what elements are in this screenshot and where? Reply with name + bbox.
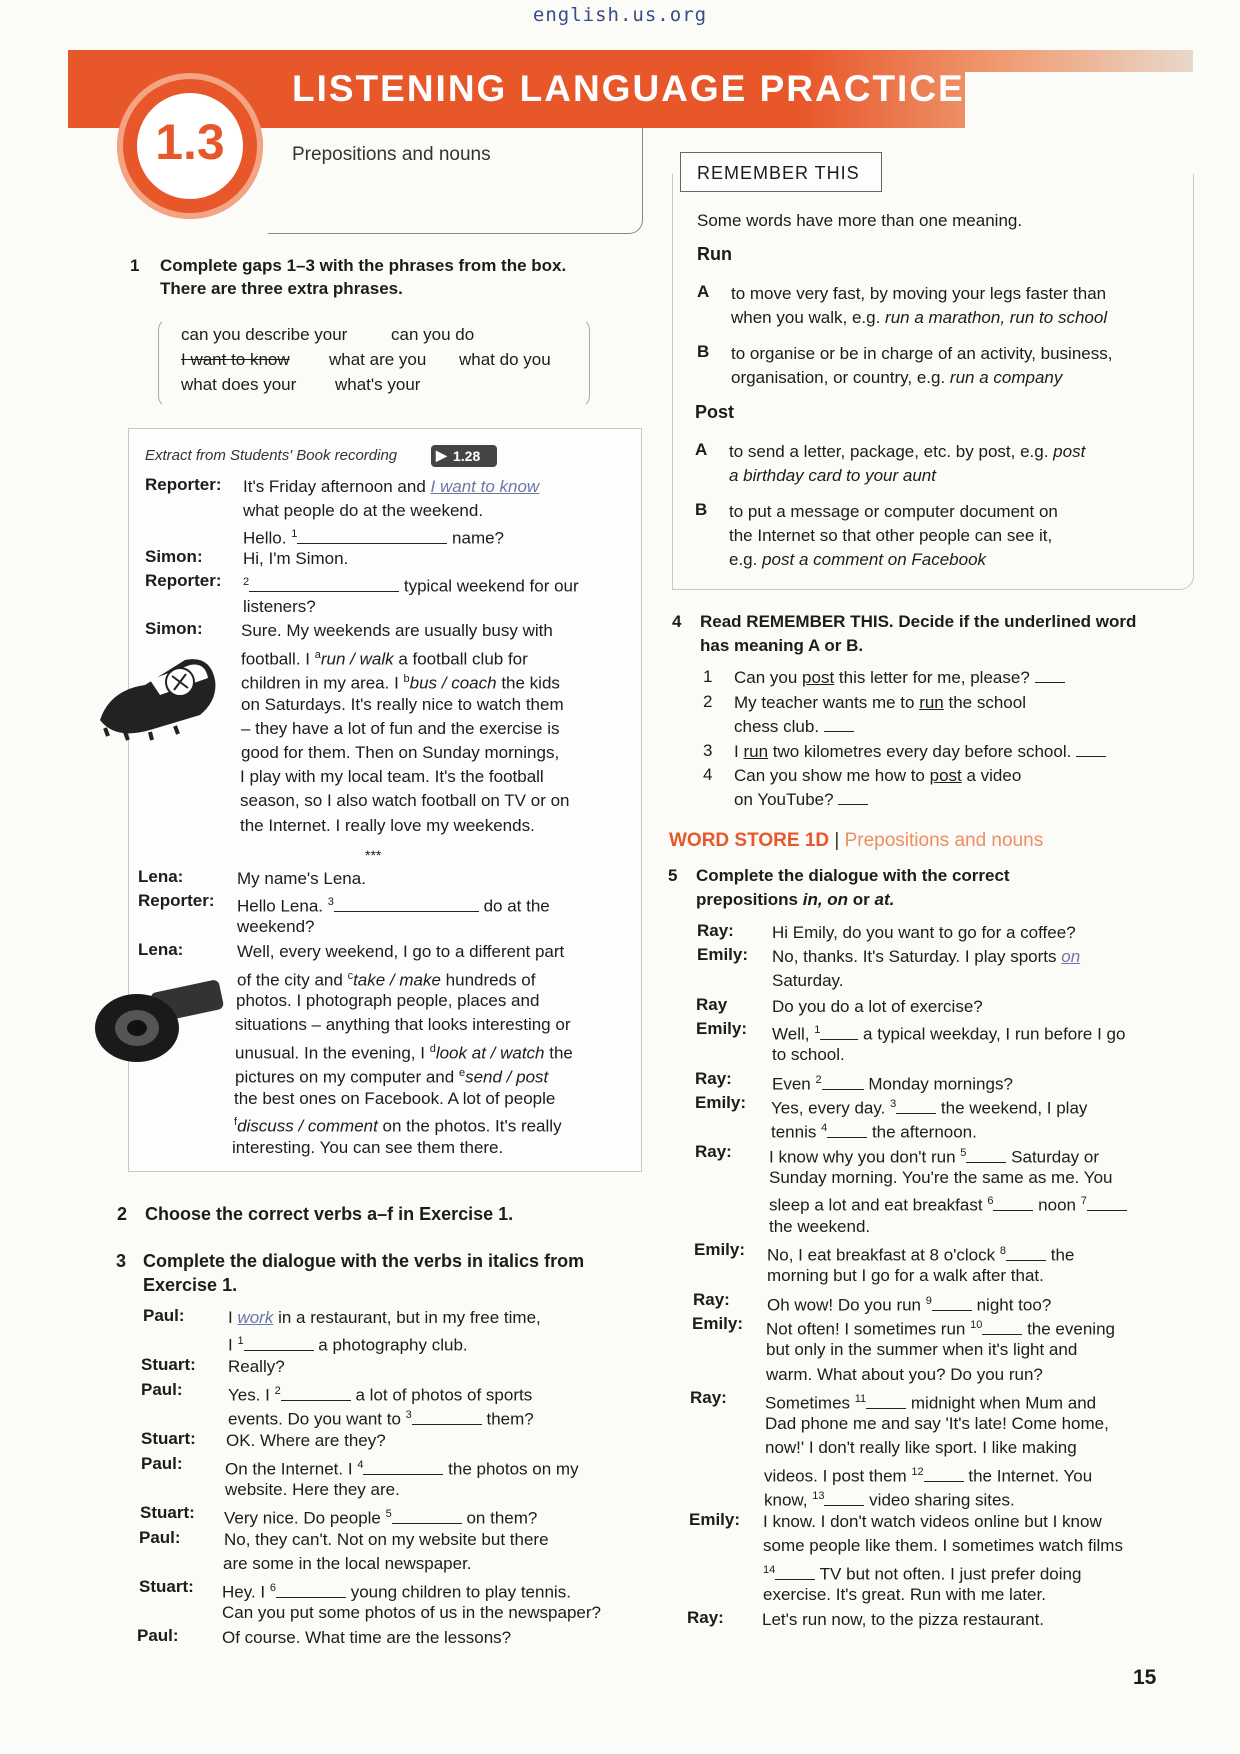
dialogue-line: Can you put some photos of us in the newspaper? [222,1603,601,1622]
dialogue-line: warm. What about you? Do you run? [766,1365,1043,1384]
dialogue-line: tennis $^4$ the afternoon. [771,1122,977,1142]
ex4-number: 4 [672,612,682,631]
dialogue-line: No, thanks. It's Saturday. I play sports on [772,947,1081,966]
ex3-instruction-2: Exercise 1. [143,1275,238,1295]
meaning-letter: A [695,440,708,459]
page-title: LISTENING LANGUAGE PRACTICE [292,68,965,109]
phrase-4: what are you [329,350,427,369]
extract-line: the best ones on Facebook. A lot of people [234,1089,556,1108]
dialogue-line: videos. I post them $^{12}$ the Internet. You [764,1466,1093,1486]
dialogue-line: Sunday morning. You're the same as me. You [769,1168,1113,1187]
dialogue-line: I know why you don't run $^5$ Saturday or [769,1147,1100,1167]
ex5-instruction-2: prepositions in, on or at. [696,890,895,909]
dialogue-line: website. Here they are. [225,1480,400,1499]
speaker-ray: Ray: [695,1142,732,1161]
meaning-line: e.g. post a comment on Facebook [729,550,987,569]
camera-icon [82,968,232,1068]
speaker-stuart: Stuart: [139,1577,194,1596]
word-post: Post [695,402,735,422]
speaker-ray: Ray: [693,1290,730,1309]
extract-line: of the city and $^c$take / make hundreds of [237,970,536,990]
extract-line: photos. I photograph people, places and [236,991,540,1010]
meaning-line: when you walk, e.g. run a marathon, run to school [731,308,1108,327]
speaker-ray: Ray: [687,1608,724,1627]
question-line: Can you post this letter for me, please? [734,667,1065,688]
ex5-number: 5 [668,866,678,885]
ex4-instruction-2: has meaning A or B. [700,636,864,655]
phrase-6: what does your [181,375,297,394]
extract-line: season, so I also watch football on TV or on [240,791,570,810]
audio-track: 1.28 [453,448,481,464]
speaker-reporter: Reporter: [145,571,222,590]
dialogue-line: Hi Emily, do you want to go for a coffee? [772,923,1076,942]
dialogue-line: On the Internet. I $^4$ the photos on my [225,1459,579,1479]
audio-badge[interactable] [431,445,497,467]
ex5-instruction: Complete the dialogue with the correct [696,866,1010,885]
dialogue-line: I work in a restaurant, but in my free time, [228,1308,541,1327]
question-number: 2 [703,692,713,711]
extract-line: on Saturdays. It's really nice to watch them [241,695,564,714]
site-url[interactable]: english.us.org [532,4,708,26]
extract-line: unusual. In the evening, I $^d$look at / watch the [235,1043,573,1063]
word-store-heading: WORD STORE 1D | Prepositions and nouns [669,830,1044,851]
speaker-ray: Ray: [697,921,734,940]
question-number: 4 [703,765,713,784]
phrase-7: what's your [335,375,421,394]
phrase-2: can you do [391,325,475,344]
dialogue-line: Not often! I sometimes run $^{10}$ the evening [766,1319,1115,1339]
question-line: My teacher wants me to run the school [734,693,1026,712]
speaker-emily: Emily: [696,1019,748,1038]
extract-line: I play with my local team. It's the football [240,767,544,786]
speaker-emily: Emily: [694,1240,746,1259]
speaker-emily: Emily: [697,945,749,964]
dialogue-line: Oh wow! Do you run $^9$ night too? [767,1295,1052,1315]
meaning-line: to move very fast, by moving your legs faster than [731,284,1107,303]
ex1-instruction-2: There are three extra phrases. [160,279,403,298]
extract-line: Sure. My weekends are usually busy with [241,621,553,640]
unit-badge [117,73,263,219]
speaker-ray: Ray: [695,1069,732,1088]
speaker-reporter: Reporter: [138,891,215,910]
unit-number: 1.3 [155,114,225,170]
speaker-emily: Emily: [695,1093,747,1112]
ex3-instruction: Complete the dialogue with the verbs in italics from [143,1251,585,1271]
dialogue-line: Saturday. [772,971,844,990]
speaker-ray: Ray: [690,1388,727,1407]
dialogue-line: Well, $^1$ a typical weekday, I run before I go [772,1024,1126,1044]
extract-line: situations – anything that looks interesting or [235,1015,571,1034]
dialogue-line: Sometimes $^{11}$ midnight when Mum and [765,1393,1097,1413]
ex2-number: 2 [117,1204,128,1224]
dialogue-line: some people like them. I sometimes watch films [763,1536,1123,1555]
extract-line: listeners? [243,597,316,616]
extract-line: weekend? [237,917,315,936]
speaker-stuart: Stuart: [140,1503,195,1522]
extract-line: My name's Lena. [237,869,366,888]
extract-line: Hello Lena. $^3$ do at the [237,896,550,916]
speaker-paul: Paul: [137,1626,179,1645]
meaning-line: to put a message or computer document on [729,502,1058,521]
meaning-letter: B [695,500,708,519]
dialogue-line: know, $^{13}$ video sharing sites. [764,1490,1015,1510]
dialogue-line: Let's run now, to the pizza restaurant. [762,1610,1045,1629]
dialogue-line: $^{14}$ TV but not often. I just prefer doing [763,1564,1082,1584]
meaning-line: a birthday card to your aunt [729,466,936,485]
ex1-number: 1 [130,256,140,275]
meaning-line: organisation, or country, e.g. run a company [731,368,1063,387]
dialogue-line: events. Do you want to $^3$ them? [228,1409,534,1429]
extract-line: good for them. Then on Sunday mornings, [241,743,560,762]
extract-line: Hi, I'm Simon. [243,549,349,568]
extract-line: Hello. $^1$ name? [243,528,505,548]
separator-stars: *** [365,847,382,863]
ex4-instruction: Read REMEMBER THIS. Decide if the underlined word [700,612,1137,631]
dialogue-line: Dad phone me and say 'It's late! Come home, [765,1414,1109,1433]
dialogue-line: Yes. I $^2$ a lot of photos of sports [228,1385,533,1405]
speaker-paul: Paul: [143,1306,185,1325]
dialogue-line: No, they can't. Not on my website but there [224,1530,549,1549]
extract-line: pictures on my computer and $^e$send / post [235,1067,549,1087]
speaker-paul: Paul: [139,1528,181,1547]
dialogue-line: Very nice. Do people $^5$ on them? [224,1508,538,1528]
speaker-lena: Lena: [138,940,184,959]
question-number: 1 [703,667,713,686]
meaning-line: the Internet so that other people can see it, [729,526,1053,545]
extract-line: children in my area. I $^b$bus / coach the kids [241,673,560,693]
speaker-lena: Lena: [138,867,184,886]
extract-line: Well, every weekend, I go to a different part [237,942,565,961]
speaker-emily: Emily: [692,1314,744,1333]
phrase-1: can you describe your [181,325,348,344]
speaker-stuart: Stuart: [141,1429,196,1448]
meaning-line: to send a letter, package, etc. by post, e.g. post [729,442,1086,461]
speaker-paul: Paul: [141,1380,183,1399]
title-banner-notch [965,72,1193,128]
dialogue-line: OK. Where are they? [226,1431,386,1450]
dialogue-line: exercise. It's great. Run with me later. [763,1585,1046,1604]
speaker-icon: ▶ [436,447,447,463]
extract-line: interesting. You can see them there. [232,1138,504,1157]
extract-caption: Extract from Students' Book recording [145,447,398,464]
word-run: Run [697,244,732,264]
football-boot-icon [90,640,230,750]
page-subtitle: Prepositions and nouns [292,144,491,165]
dialogue-line: Do you do a lot of exercise? [772,997,983,1016]
dialogue-line: I $^1$ a photography club. [228,1335,468,1355]
remember-intro: Some words have more than one meaning. [697,211,1023,230]
extract-line: – they have a lot of fun and the exercise is [241,719,560,738]
dialogue-line: to school. [772,1045,845,1064]
speaker-paul: Paul: [141,1454,183,1473]
dialogue-line: Even $^2$ Monday mornings? [772,1074,1013,1094]
question-number: 3 [703,741,713,760]
dialogue-line: Of course. What time are the lessons? [222,1628,512,1647]
phrase-3: I want to know [181,350,290,369]
dialogue-line: Hey. I $^6$ young children to play tennis. [222,1582,571,1602]
dialogue-line: I know. I don't watch videos online but I know [763,1512,1102,1531]
dialogue-line: sleep a lot and eat breakfast $^6$ noon $^7$ [769,1191,1127,1216]
extract-line: football. I $^a$run / walk a football club for [241,649,528,669]
dialogue-line: Yes, every day. $^3$ the weekend, I play [771,1098,1088,1118]
remember-title: REMEMBER THIS [697,163,860,183]
dialogue-line: No, I eat breakfast at 8 o'clock $^8$ the [767,1245,1075,1265]
dialogue-line: Really? [228,1357,285,1376]
dialogue-line: morning but I go for a walk after that. [767,1266,1044,1285]
question-line: chess club. [734,716,854,737]
speaker-emily: Emily: [689,1510,741,1529]
extract-line: what people do at the weekend. [243,501,484,520]
speaker-simon: Simon: [145,619,203,638]
extract-line: It's Friday afternoon and I want to know [243,477,540,496]
question-line: on YouTube? [734,789,868,810]
extract-line: $^2$ typical weekend for our [243,576,579,596]
speaker-simon: Simon: [145,547,203,566]
dialogue-line: but only in the summer when it's light and [766,1340,1078,1359]
question-line: Can you show me how to post a video [734,766,1022,785]
dialogue-line: are some in the local newspaper. [223,1554,472,1573]
ex2-instruction: Choose the correct verbs a–f in Exercise 1. [145,1204,514,1224]
ex1-instruction: Complete gaps 1–3 with the phrases from the box. [160,256,567,275]
meaning-letter: A [697,282,710,301]
meaning-letter: B [697,342,710,361]
phrase-5: what do you [459,350,551,369]
speaker-reporter: Reporter: [145,475,222,494]
speaker-ray: Ray [696,995,728,1014]
page-number: 15 [1133,1666,1157,1689]
meaning-line: to organise or be in charge of an activity, business, [731,344,1113,363]
phrase-box [158,318,590,408]
extract-line: $^f$discuss / comment on the photos. It's really [234,1116,562,1136]
dialogue-line: the weekend. [769,1217,871,1236]
ex3-number: 3 [116,1251,127,1271]
dialogue-line: now!' I don't really like sport. I like making [765,1438,1077,1457]
question-line: I run two kilometres every day before school. [734,741,1106,762]
speaker-stuart: Stuart: [141,1355,196,1374]
extract-line: the Internet. I really love my weekends. [240,816,535,835]
